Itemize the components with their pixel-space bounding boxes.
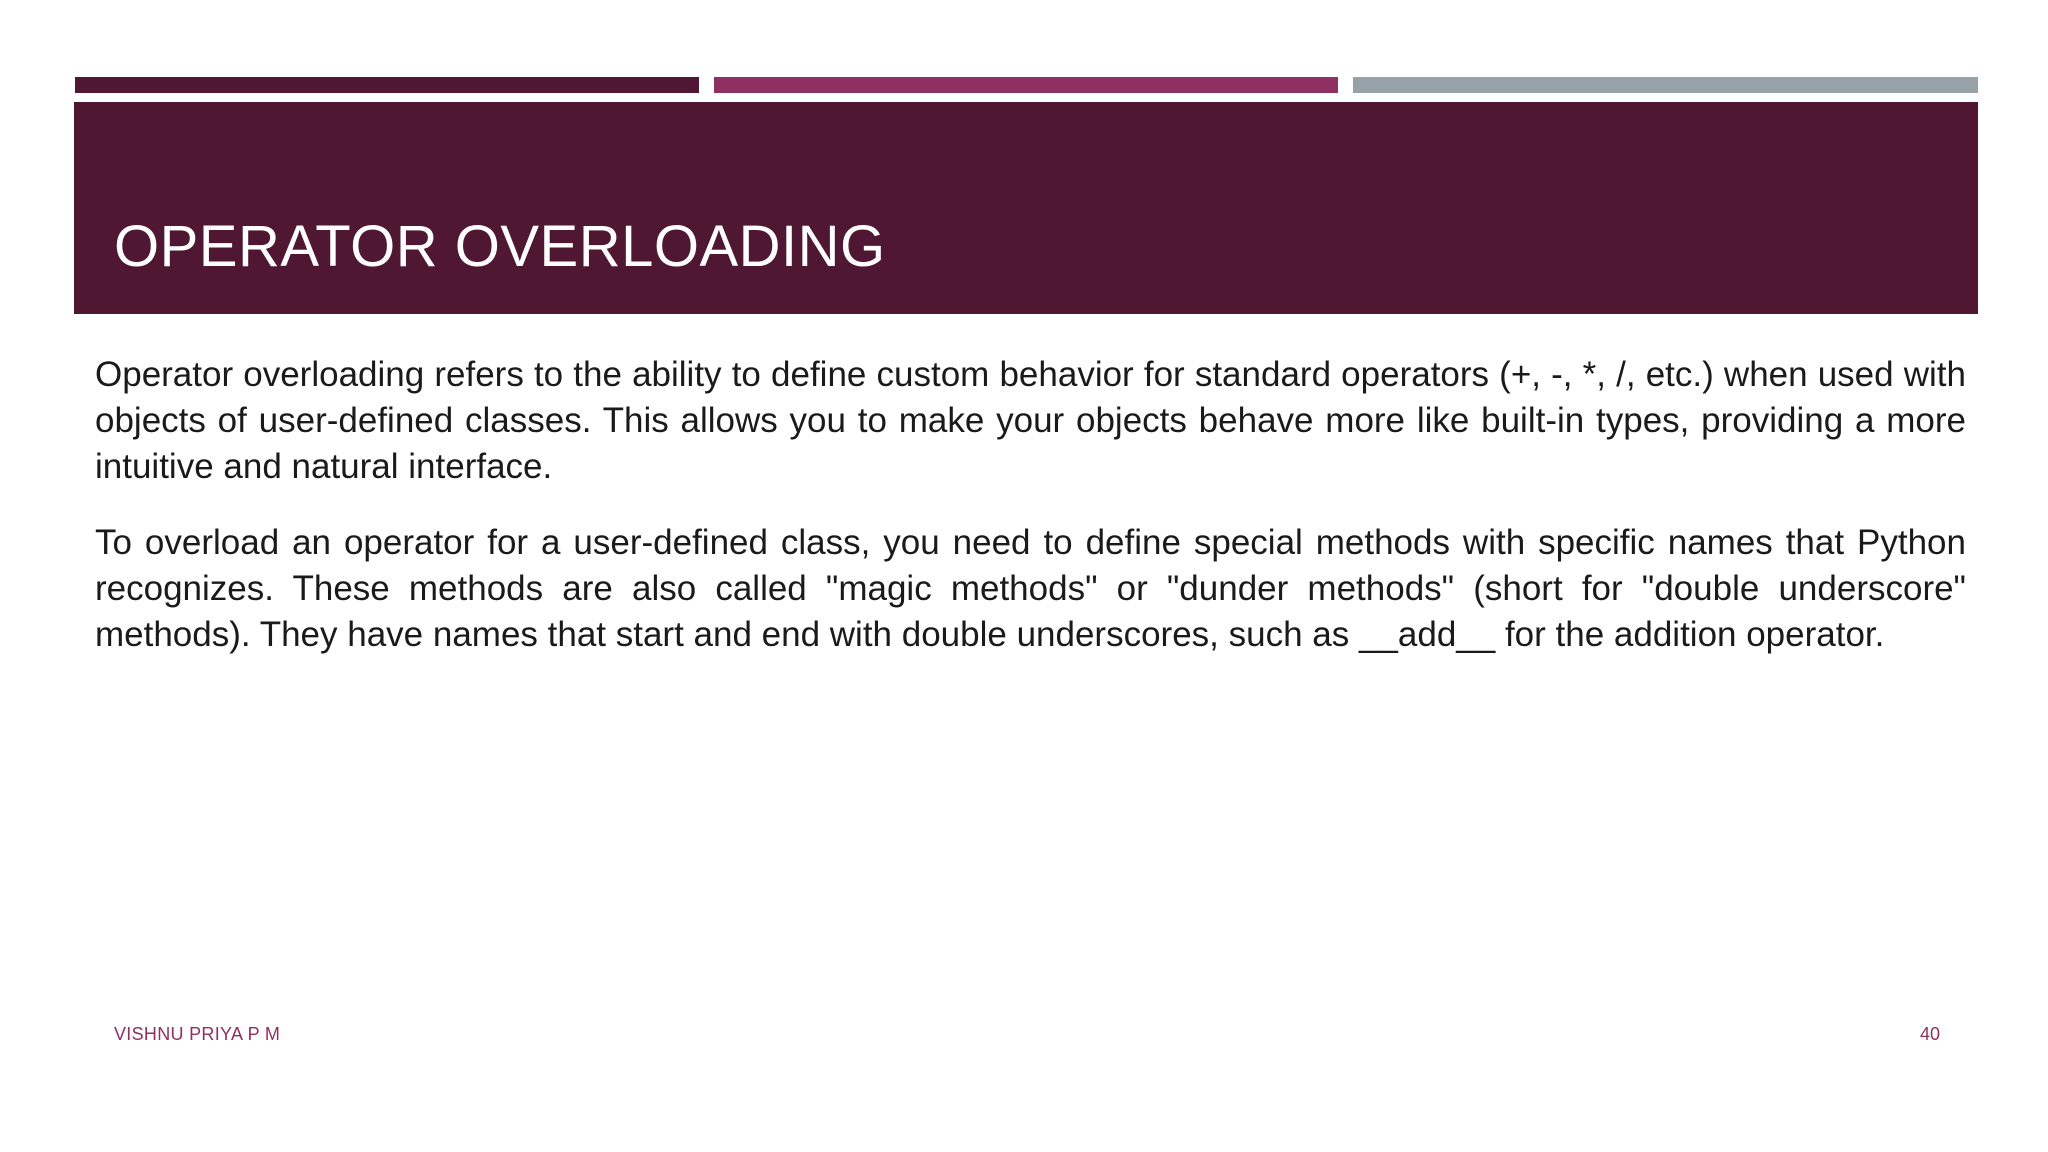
accent-bar-dark (75, 77, 699, 93)
footer-author: VISHNU PRIYA P M (114, 1024, 281, 1044)
accent-bar-magenta (714, 77, 1338, 93)
accent-bar-gray (1353, 77, 1978, 93)
body-paragraph-2: To overload an operator for a user-defined class, you need to define special methods with specific names that Python recognizes. These methods are also called "magic methods" or "dunder methods" (short for "double underscore" methods). They have names that start and end with double underscores, such as __add__ for the addition operator. (95, 523, 1966, 654)
footer-page-number: 40 (1919, 1024, 1940, 1044)
slide-title: OPERATOR OVERLOADING (114, 214, 886, 279)
slide-body (95, 352, 1966, 688)
body-paragraph-1: Operator overloading refers to the ability to define custom behavior for standard operators (+, -, *, /, etc.) when used with objects of user-defined classes. This allows you to make your objects behave more like built-in types, providing a more intuitive and natural interface. (95, 355, 1966, 486)
title-band (74, 102, 1978, 314)
